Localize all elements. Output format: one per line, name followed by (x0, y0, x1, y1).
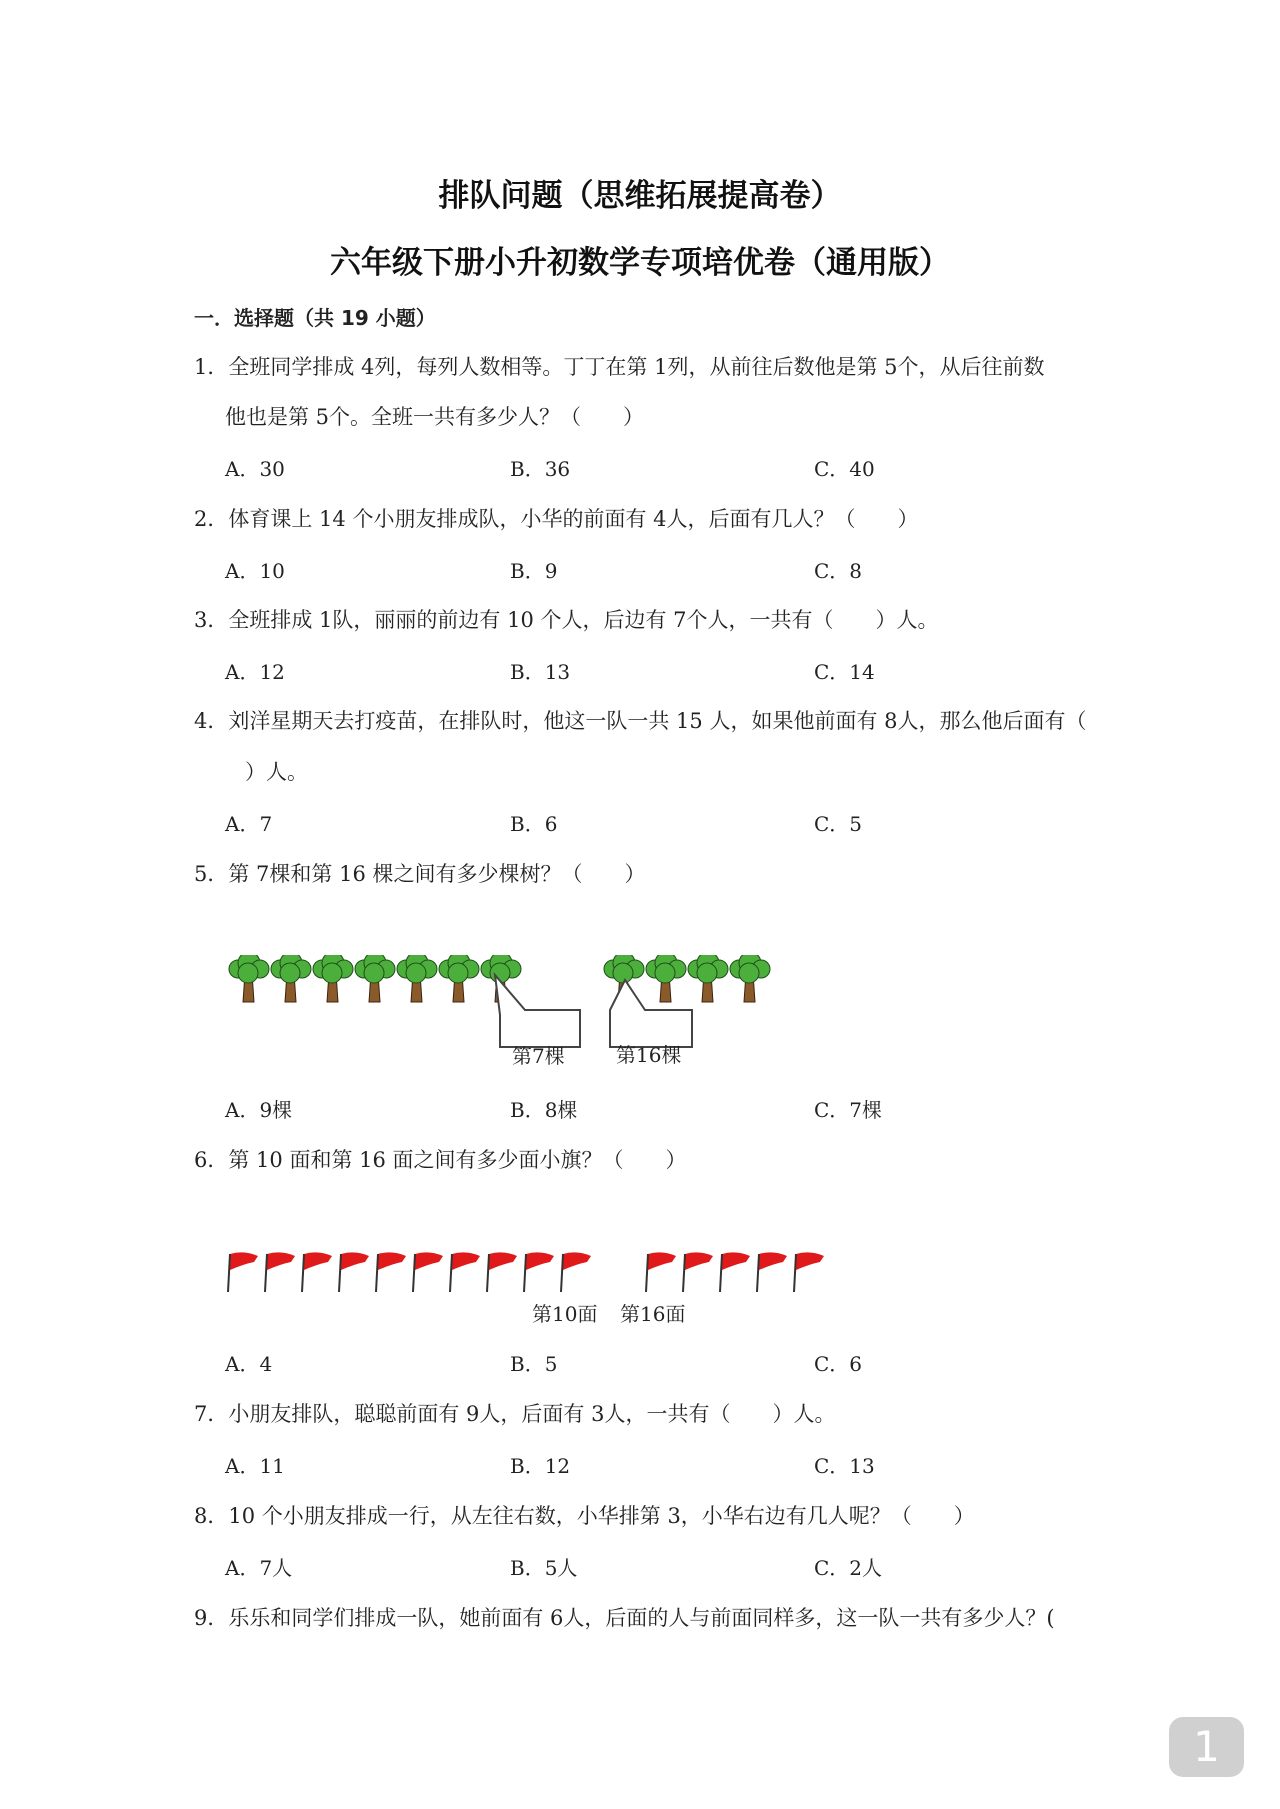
flag-icon (524, 1252, 554, 1292)
flag-icon (302, 1252, 332, 1292)
label-16th-tree: 第16棵 (616, 1043, 682, 1067)
tree-icon (229, 955, 269, 1002)
q5-option-b[interactable]: B．8棵 (510, 1098, 578, 1122)
flag-icon (413, 1252, 443, 1292)
callout-16th-tree (610, 980, 692, 1047)
question-5: 5．第 7棵和第 16 棵之间有多少棵树？（ ） (194, 862, 646, 886)
label-10th-flag: 第10面 (532, 1302, 598, 1326)
q4-option-b[interactable]: B．6 (510, 812, 558, 836)
q2-option-b[interactable]: B．9 (510, 559, 558, 583)
q7-option-a[interactable]: A．11 (225, 1454, 285, 1478)
flag-icon (757, 1252, 787, 1292)
flag-icon (487, 1252, 517, 1292)
tree-icon (646, 955, 686, 1002)
question-3: 3．全班排成 1队，丽丽的前边有 10 个人，后边有 7个人，一共有（ ）人。 (194, 608, 939, 632)
flag-icon (683, 1252, 713, 1292)
flag-icon (561, 1252, 591, 1292)
tree-icon (688, 955, 728, 1002)
q2-option-a[interactable]: A．10 (225, 559, 285, 583)
tree-icon (271, 955, 311, 1002)
label-16th-flag: 第16面 (620, 1302, 686, 1326)
q6-option-c[interactable]: C．6 (814, 1352, 863, 1376)
question-2: 2．体育课上 14 个小朋友排成队，小华的前面有 4人，后面有几人？（ ） (194, 507, 919, 531)
q3-option-a[interactable]: A．12 (225, 660, 285, 684)
q6-option-b[interactable]: B．5 (510, 1352, 558, 1376)
section-heading: 一．选择题（共 19 小题） (194, 306, 436, 330)
q7-option-c[interactable]: C．13 (814, 1454, 875, 1478)
q6-option-a[interactable]: A．4 (225, 1352, 273, 1376)
question-9: 9．乐乐和同学们排成一队，她前面有 6人，后面的人与前面同样多，这一队一共有多少人？( (194, 1606, 1055, 1630)
q1-option-c[interactable]: C．40 (814, 457, 875, 481)
q1-option-a[interactable]: A．30 (225, 457, 285, 481)
flag-row-svg (222, 1250, 842, 1300)
page-number-badge[interactable]: 1 (1169, 1717, 1244, 1777)
q8-option-a[interactable]: A．7人 (225, 1556, 293, 1580)
question-8: 8．10 个小朋友排成一行，从左往右数，小华排第 3，小华右边有几人呢？（ ） (194, 1504, 975, 1528)
tree-row-svg (220, 955, 780, 1075)
q3-option-c[interactable]: C．14 (814, 660, 875, 684)
tree-icon (313, 955, 353, 1002)
q7-option-b[interactable]: B．12 (510, 1454, 571, 1478)
question-1: 1．全班同学排成 4列，每列人数相等。丁丁在第 1列，从前往后数他是第 5个，从后往前数 (194, 355, 1045, 379)
page-subtitle: 六年级下册小升初数学专项培优卷（通用版） (330, 245, 950, 281)
flag-icon (228, 1252, 258, 1292)
flag-row-figure (222, 1250, 842, 1330)
flag-icon (265, 1252, 295, 1292)
question-4-continued: ）人。 (245, 760, 308, 784)
q5-option-c[interactable]: C．7棵 (814, 1098, 883, 1122)
question-4: 4．刘洋星期天去打疫苗，在排队时，他这一队一共 15 人，如果他前面有 8人，那么他后面有（ (194, 709, 1087, 733)
flag-icon (794, 1252, 824, 1292)
q5-option-a[interactable]: A．9棵 (225, 1098, 293, 1122)
tree-icon (397, 955, 437, 1002)
q1-option-b[interactable]: B．36 (510, 457, 571, 481)
page-title: 排队问题（思维拓展提高卷） (438, 178, 842, 214)
q8-option-c[interactable]: C．2人 (814, 1556, 883, 1580)
q2-option-c[interactable]: C．8 (814, 559, 863, 583)
question-7: 7．小朋友排队，聪聪前面有 9人，后面有 3人，一共有（ ）人。 (194, 1402, 836, 1426)
question-6: 6．第 10 面和第 16 面之间有多少面小旗？（ ） (194, 1148, 687, 1172)
label-7th-tree: 第7棵 (512, 1044, 565, 1068)
q4-option-c[interactable]: C．5 (814, 812, 863, 836)
q4-option-a[interactable]: A．7 (225, 812, 273, 836)
q8-option-b[interactable]: B．5人 (510, 1556, 578, 1580)
flag-icon (450, 1252, 480, 1292)
flag-icon (376, 1252, 406, 1292)
question-1-continued: 他也是第 5个。全班一共有多少人？（ ） (225, 405, 645, 429)
tree-icon (355, 955, 395, 1002)
flag-icon (339, 1252, 369, 1292)
callout-7th-tree (495, 975, 580, 1047)
tree-icon (439, 955, 479, 1002)
flag-icon (720, 1252, 750, 1292)
flag-icon (646, 1252, 676, 1292)
q3-option-b[interactable]: B．13 (510, 660, 571, 684)
tree-row-figure (220, 955, 780, 1075)
tree-icon (730, 955, 770, 1002)
